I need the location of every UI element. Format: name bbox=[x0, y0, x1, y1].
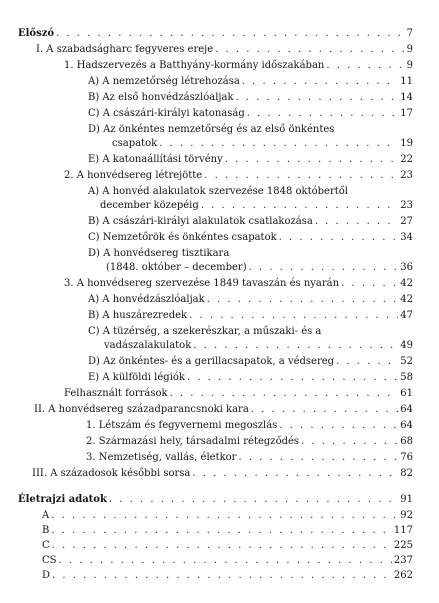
toc-entry-label: 3. Nemzetiség, vallás, életkor bbox=[86, 452, 237, 463]
toc-entry-page: 58 bbox=[400, 372, 413, 383]
toc-entry-part2 bbox=[34, 404, 413, 415]
toc-entry-label: D bbox=[42, 570, 51, 581]
toc-entry-s2a-line1: A) A honvéd alakulatok szervezése 1848 októbertől bbox=[88, 186, 348, 197]
toc-entry-s3e bbox=[88, 372, 413, 383]
toc-entry-s3b bbox=[88, 310, 413, 321]
dot-leader bbox=[170, 388, 399, 399]
toc-entry-page: 22 bbox=[400, 154, 413, 165]
toc-entry-page: 34 bbox=[400, 232, 413, 243]
dot-leader bbox=[236, 92, 399, 103]
toc-entry-preface bbox=[18, 28, 413, 39]
toc-entry-label: A) A nemzetőrség létrehozása bbox=[88, 76, 240, 87]
toc-entry-bio bbox=[18, 494, 413, 505]
toc-entry-s2c bbox=[88, 232, 413, 243]
toc-entry-label: december közepéig bbox=[100, 200, 199, 211]
dot-leader bbox=[242, 76, 398, 87]
toc-entry-s1a bbox=[88, 76, 413, 87]
toc-entry-bio-b bbox=[42, 525, 413, 536]
toc-entry-label: B) A császári-királyi alakulatok csatlakozása bbox=[88, 216, 313, 227]
dot-leader bbox=[215, 44, 404, 55]
toc-entry-label: csapatok bbox=[112, 138, 158, 149]
toc-entry-label: C) Nemzetőrök és önkéntes csapatok bbox=[88, 232, 277, 243]
dot-leader bbox=[326, 60, 404, 71]
toc-entry-s2b bbox=[88, 216, 413, 227]
toc-entry-label: Előszó bbox=[18, 28, 55, 39]
dot-leader bbox=[279, 232, 399, 243]
toc-entry-part1 bbox=[36, 44, 413, 55]
toc-entry-s2a bbox=[100, 200, 413, 211]
toc-entry-page: 9 bbox=[406, 60, 413, 71]
dot-leader bbox=[52, 570, 392, 581]
toc-entry-page: 42 bbox=[400, 294, 413, 305]
toc-entry-section1 bbox=[64, 60, 413, 71]
toc-entry-section2 bbox=[64, 170, 413, 181]
toc-entry-bio-cs bbox=[42, 555, 413, 566]
toc-entry-label: 1. Hadszervezés a Batthyány-kormány időszakában bbox=[64, 60, 325, 71]
dot-leader bbox=[341, 278, 398, 289]
toc-entry-page: 49 bbox=[400, 340, 413, 351]
toc-entry-label: A) A honvédzászlóaljak bbox=[88, 294, 205, 305]
toc-entry-label: E) A külföldi légiók bbox=[88, 372, 185, 383]
toc-entry-s1c bbox=[88, 108, 413, 119]
toc-entry-s3c-line1: C) A tüzérség, a szekerészkar, a műszaki- és a bbox=[88, 326, 322, 337]
dot-leader bbox=[52, 540, 392, 551]
toc-entry-label: Felhasznált források bbox=[64, 388, 168, 399]
toc-entry-page: 61 bbox=[400, 388, 413, 399]
toc-entry-s3d bbox=[88, 356, 413, 367]
toc-entry-page: 117 bbox=[393, 525, 413, 536]
toc-entry-label: I. A szabadságharc fegyveres ereje bbox=[36, 44, 214, 55]
toc-entry-sources bbox=[64, 388, 413, 399]
toc-entry-page: 225 bbox=[393, 540, 413, 551]
toc-entry-label: A bbox=[42, 510, 50, 521]
toc-entry-p2s2 bbox=[86, 436, 413, 447]
dot-leader bbox=[193, 340, 398, 351]
toc-entry-s2d-line1: D) A honvédsereg tisztikara bbox=[88, 248, 230, 259]
toc-entry-page: 9 bbox=[406, 44, 413, 55]
toc-entry-label: II. A honvédsereg századparancsnoki kara bbox=[34, 404, 249, 415]
dot-leader bbox=[51, 525, 392, 536]
toc-entry-bio-d bbox=[42, 570, 413, 581]
toc-entry-label: D) Az önkéntes- és a gerillacsapatok, a védsereg bbox=[88, 356, 335, 367]
toc-entry-page: 11 bbox=[400, 76, 413, 87]
dot-leader bbox=[249, 262, 399, 273]
toc-entry-part3 bbox=[32, 468, 413, 479]
toc-entry-page: 42 bbox=[400, 278, 413, 289]
dot-leader bbox=[315, 216, 398, 227]
toc-entry-label: (1848. október – december) bbox=[106, 262, 247, 273]
toc-entry-page: 68 bbox=[400, 436, 413, 447]
toc-entry-bio-a bbox=[42, 510, 413, 521]
toc-entry-page: 17 bbox=[400, 108, 413, 119]
dot-leader bbox=[336, 356, 398, 367]
toc-entry-page: 237 bbox=[393, 555, 413, 566]
toc-entry-page: 19 bbox=[400, 138, 413, 149]
toc-entry-s1e bbox=[88, 154, 413, 165]
dot-leader bbox=[109, 494, 398, 505]
toc-entry-s3a bbox=[88, 294, 413, 305]
toc-entry-label: CS bbox=[42, 555, 57, 566]
toc-entry-page: 64 bbox=[400, 404, 413, 415]
dot-leader bbox=[225, 154, 399, 165]
dot-leader bbox=[51, 510, 398, 521]
dot-leader bbox=[59, 555, 392, 566]
toc-entry-section3 bbox=[64, 278, 413, 289]
toc-entry-label: 2. Származási hely, társadalmi rétegződés bbox=[86, 436, 300, 447]
toc-entry-s1d bbox=[112, 138, 413, 149]
toc-entry-label: III. A századosok későbbi sorsa bbox=[32, 468, 191, 479]
toc-entry-s3c bbox=[104, 340, 413, 351]
toc-entry-page: 7 bbox=[406, 28, 413, 39]
toc-entry-s1b bbox=[88, 92, 413, 103]
dot-leader bbox=[192, 468, 398, 479]
dot-leader bbox=[279, 420, 398, 431]
toc-entry-label: Életrajzi adatok bbox=[18, 494, 107, 505]
dot-leader bbox=[251, 404, 398, 415]
dot-leader bbox=[238, 452, 398, 463]
toc-entry-page: 91 bbox=[400, 494, 413, 505]
toc-entry-page: 23 bbox=[400, 170, 413, 181]
dot-leader bbox=[187, 372, 398, 383]
toc-entry-page: 92 bbox=[400, 510, 413, 521]
toc-entry-page: 82 bbox=[400, 468, 413, 479]
toc-entry-label: B) A huszárezredek bbox=[88, 310, 188, 321]
dot-leader bbox=[247, 108, 399, 119]
toc-entry-p2s1 bbox=[86, 420, 413, 431]
toc-entry-label: C) A császári-királyi katonaság bbox=[88, 108, 245, 119]
toc-entry-label: 2. A honvédsereg létrejötte bbox=[64, 170, 203, 181]
toc-entry-page: 47 bbox=[400, 310, 413, 321]
toc-entry-page: 52 bbox=[400, 356, 413, 367]
toc-entry-s2d bbox=[106, 262, 413, 273]
dot-leader bbox=[189, 310, 398, 321]
toc-entry-label: 3. A honvédsereg szervezése 1849 tavaszán és nyarán bbox=[64, 278, 340, 289]
toc-entry-p2s3 bbox=[86, 452, 413, 463]
toc-entry-label: C bbox=[42, 540, 50, 551]
toc-entry-s1d-line1: D) Az önkéntes nemzetőrség és az első önkéntes bbox=[88, 124, 335, 135]
toc-entry-page: 27 bbox=[400, 216, 413, 227]
toc-entry-label: B) Az első honvédzászlóaljak bbox=[88, 92, 234, 103]
toc-entry-label: E) A katonaállítási törvény bbox=[88, 154, 223, 165]
dot-leader bbox=[204, 170, 398, 181]
toc-entry-label: vadászalakulatok bbox=[104, 340, 192, 351]
toc-entry-label: 1. Létszám és fegyvernemi megoszlás bbox=[86, 420, 278, 431]
dot-leader bbox=[207, 294, 399, 305]
toc-entry-bio-c bbox=[42, 540, 413, 551]
toc-entry-page: 14 bbox=[400, 92, 413, 103]
dot-leader bbox=[56, 28, 405, 39]
toc-entry-page: 76 bbox=[400, 452, 413, 463]
toc-entry-page: 262 bbox=[393, 570, 413, 581]
dot-leader bbox=[159, 138, 398, 149]
toc-entry-label: B bbox=[42, 525, 50, 536]
dot-leader bbox=[301, 436, 398, 447]
toc-entry-page: 23 bbox=[400, 200, 413, 211]
toc-entry-page: 36 bbox=[400, 262, 413, 273]
toc-entry-page: 64 bbox=[400, 420, 413, 431]
dot-leader bbox=[201, 200, 398, 211]
